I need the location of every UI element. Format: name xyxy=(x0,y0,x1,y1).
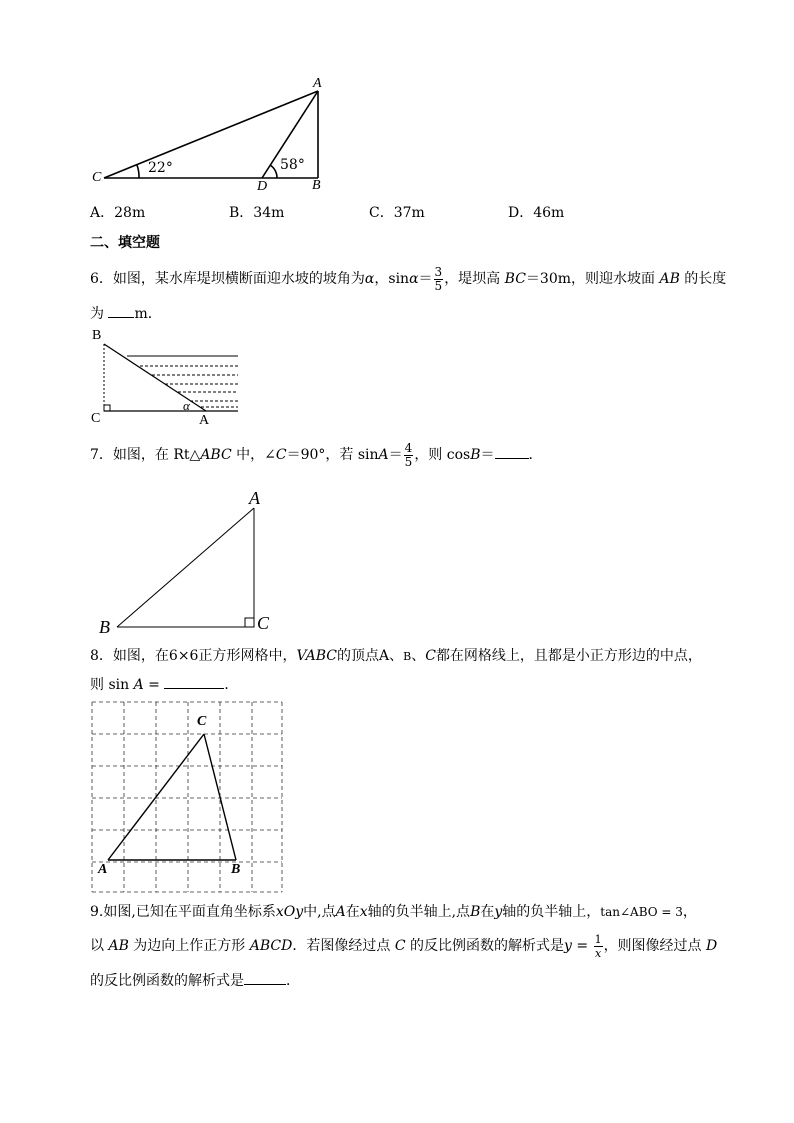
q9-answer-blank[interactable] xyxy=(244,970,286,985)
q8-line2: 则 sin A = ． xyxy=(90,674,238,695)
fig5-label-b: B xyxy=(312,178,321,193)
q7-fraction: $\frac{4}{5}$ xyxy=(404,440,413,469)
q9-fraction: $\frac{1}{x}$ xyxy=(594,932,602,960)
fig8-label-b: B xyxy=(231,862,241,877)
section-title: 二、填空题 xyxy=(90,235,160,251)
q9-line3: 的反比例函数的解析式是 ． xyxy=(90,970,300,991)
q6-line1: 6．如图，某水库堤坝横断面迎水坡的坡角为α，sinα＝ $\frac{3}{5}$ ，堤坝高 BC＝30m，则迎水坡面 AB 的长度 xyxy=(90,264,727,293)
fig6-label-alpha: α xyxy=(183,398,190,413)
fig5-label-a: A xyxy=(313,76,322,91)
q9-line2: 以 AB 为边向上作正方形 ABCD．若图像经过点 C 的反比例函数的解析式是y = $\frac{1}{x}$ ，则图像经过点 D xyxy=(90,932,718,960)
fig7-label-a: A xyxy=(249,488,260,508)
q7-line1: 7．如图，在 Rt△ABC 中，∠C＝90°，若 sinA＝ $\frac{4}{5}$ ，则 cosB＝ ． xyxy=(90,440,543,469)
fig6-label-a: A xyxy=(199,413,210,428)
fig7-label-c: C xyxy=(257,613,270,633)
q5-option-c[interactable]: C．37m xyxy=(369,205,425,221)
fig5-label-c: C xyxy=(92,170,102,185)
q5-option-a[interactable]: A．28m xyxy=(90,205,146,221)
q5-option-b[interactable]: B．34m xyxy=(229,205,285,221)
fig6-label-c: C xyxy=(91,411,101,426)
q8-line1: 8．如图，在6×6正方形网格中，VABC的顶点A、B、C都在网格线上，且都是小正方形边的中点， xyxy=(90,648,702,664)
fig8-label-c: C xyxy=(197,714,207,729)
fig6-label-b: B xyxy=(92,328,102,343)
fig7-label-b: B xyxy=(99,617,110,637)
fig5-angle-c: 22° xyxy=(148,160,173,176)
q9-line1: 9.如图,已知在平面直角坐标系xOy中,点A在x轴的负半轴上,点B在y轴的负半轴上，tan∠ABO = 3， xyxy=(90,904,697,920)
fig5-angle-d: 58° xyxy=(280,157,305,173)
q6-fraction: $\frac{3}{5}$ xyxy=(434,264,443,293)
q5-option-d[interactable]: D．46m xyxy=(508,205,565,221)
fig5-label-d: D xyxy=(257,179,268,194)
q6-line2: 为 m． xyxy=(90,303,162,324)
fig8-label-a: A xyxy=(98,862,108,877)
